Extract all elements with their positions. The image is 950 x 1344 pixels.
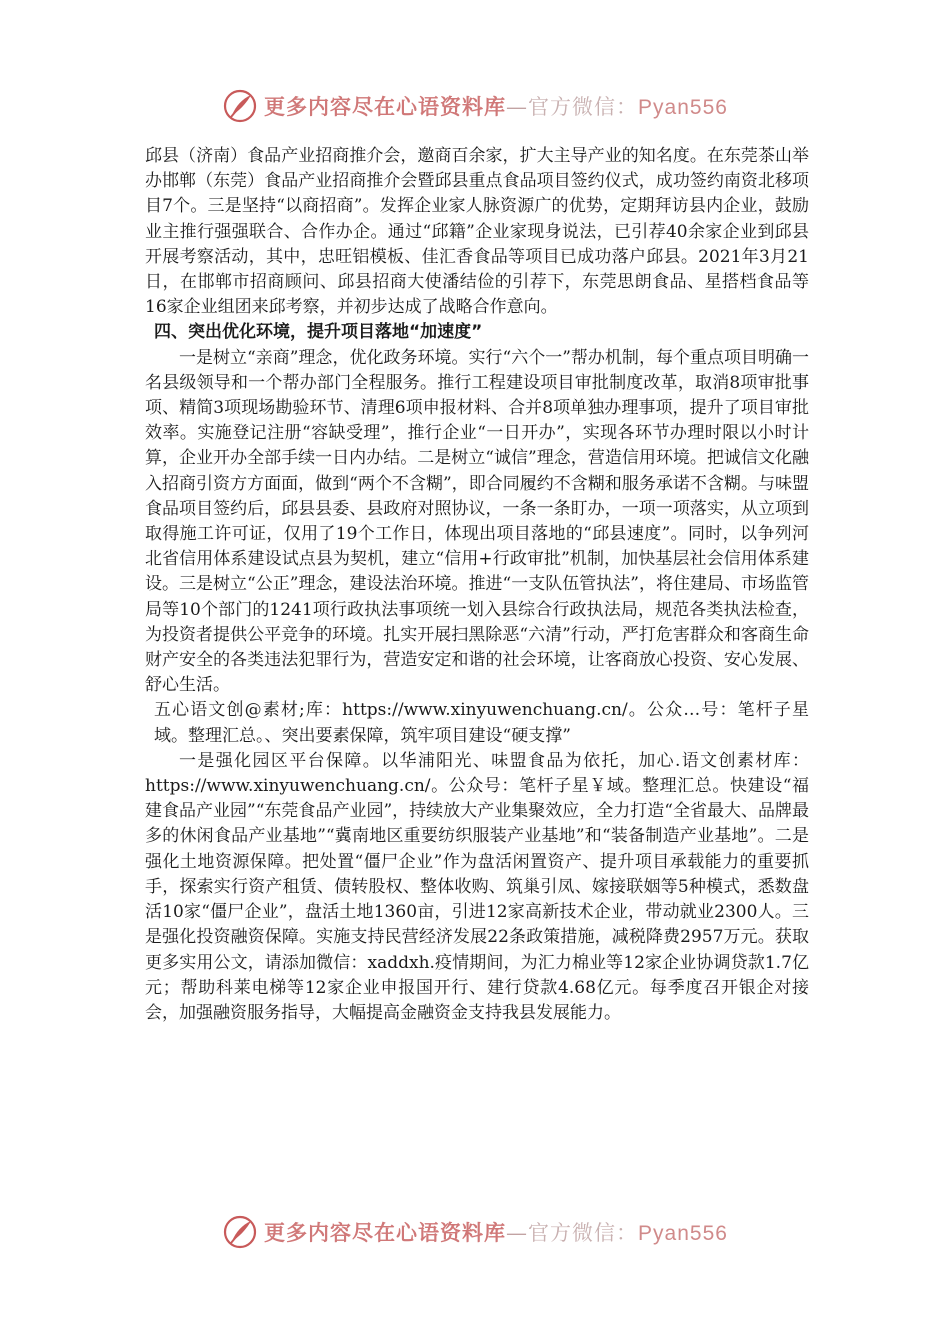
footer-wechat-id: Pyan556 [638, 1222, 728, 1245]
header-banner [0, 84, 950, 128]
header-wechat-id: Pyan556 [638, 96, 728, 119]
quill-logo-icon [222, 1214, 258, 1250]
paragraph-environment: 一是树立“亲商”理念，优化政务环境。实行“六个一”帮办机制，每个重点项目明确一名县级领导和一个帮办部门全程服务。推行工程建设项目审批制度改革，取消8项审批事项、精简3项现场勘验环节、清理6项申报材料、合并8项单独办理事项，提升了项目审批效率。实施登记注册“容缺受理”，推行企业“一日开办”，实现各环节办理时限以小时计算，企业开办全部手续一日内办结。二是树立“诚信”理念，营造信用环境。把诚信文化融入招商引资方方面面，做到“两个不含糊”，即合同履约不含糊和服务承诺不含糊。与味盟食品项目签约后，邱县县委、县政府对照协议，一条一条盯办，一项一项落实，从立项到取得施工许可证，仅用了19个工作日，体现出项目落地的“邱县速度”。同时，以争列河北省信用体系建设试点县为契机，建立“信用+行政审批”机制，加快基层社会信用体系建设。三是树立“公正”理念，建设法治环境。推进“一支队伍管执法”，将住建局、市场监管局等10个部门的1241项行政执法事项统一划入县综合行政执法局，规范各类执法检查，为投资者提供公平竞争的环境。扎实开展扫黑除恶“六清”行动，严打危害群众和客商生命财产安全的各类违法犯罪行为，营造安定和谐的社会环境，让客商放心投资、安心发展、舒心生活。 [145, 347, 809, 696]
paragraph-investment-promotion: 邱县（济南）食品产业招商推介会，邀商百余家，扩大主导产业的知名度。在东莞茶山举办邯郸（东莞）食品产业招商推介会暨邱县重点食品项目签约仪式，成功签约南资北移项目7个。三是坚持“以商招商”。发挥企业家人脉资源广的优势，定期拜访县内企业，鼓励业主推行强强联合、合作办企。通过“邱籍”企业家现身说法，已引荐40余家企业到邱县开展考察活动，其中，忠旺铝模板、佳汇香食品等项目已成功落户邱县。2021年3月21日，在邯郸市招商顾问、邱县招商大使潘结俭的引荐下，东莞思朗食品、星搭档食品等16家企业组团来邱考察，并初步达成了战略合作意向。 [145, 146, 809, 318]
footer-banner-text [264, 1217, 728, 1247]
paragraph-section-5-intro: 五心语文创@素材;库：https://www.xinyuwenchuang.cn/。公众…号：笔杆子星域。整理汇总。、突出要素保障，筑牢项目建设“硬支撑” [154, 700, 809, 746]
footer-banner [0, 1210, 950, 1254]
footer-dash: — [506, 1221, 529, 1245]
header-brand: 更多内容尽在心语资料库 [264, 94, 507, 119]
document-body [145, 144, 809, 1026]
quill-logo-icon [222, 88, 258, 124]
section-heading-4: 四、突出优化环境，提升项目落地“加速度” [154, 322, 483, 343]
header-banner-text [264, 91, 728, 121]
paragraph-factor-guarantee: 一是强化园区平台保障。以华浦阳光、味盟食品为依托，加心.语文创素材库：https://www.xinyuwenchuang.cn/。公众号：笔杆子星￥域。整理汇总。快建设“福建食品产业园”“东莞食品产业园”，持续放大产业集聚效应，全力打造“全省最大、品牌最多的休闲食品产业基地”“冀南地区重要纺织服装产业基地”和“装备制造产业基地”。二是强化土地资源保障。把处置“僵尸企业”作为盘活闲置资产、提升项目承载能力的重要抓手，探索实行资产租赁、债转股权、整体收购、筑巢引凤、嫁接联姻等5种模式，悉数盘活10家“僵尸企业”，盘活土地1360亩，引进12家高新技术企业，带动就业2300人。三是强化投资融资保障。实施支持民营经济发展22条政策措施，减税降费2957万元。获取更多实用公文，请添加微信：xaddxh.疫情期间，为汇力棉业等12家企业协调贷款1.7亿元；帮助科莱电梯等12家企业申报国开行、建行贷款4.68亿元。每季度召开银企对接会，加强融资服务指导，大幅提高金融资金支持我县发展能力。 [145, 750, 809, 1023]
footer-wechat-label: 官方微信： [528, 1221, 639, 1245]
header-wechat-label: 官方微信： [528, 95, 639, 119]
header-dash: — [506, 95, 529, 119]
footer-brand: 更多内容尽在心语资料库 [264, 1220, 507, 1245]
